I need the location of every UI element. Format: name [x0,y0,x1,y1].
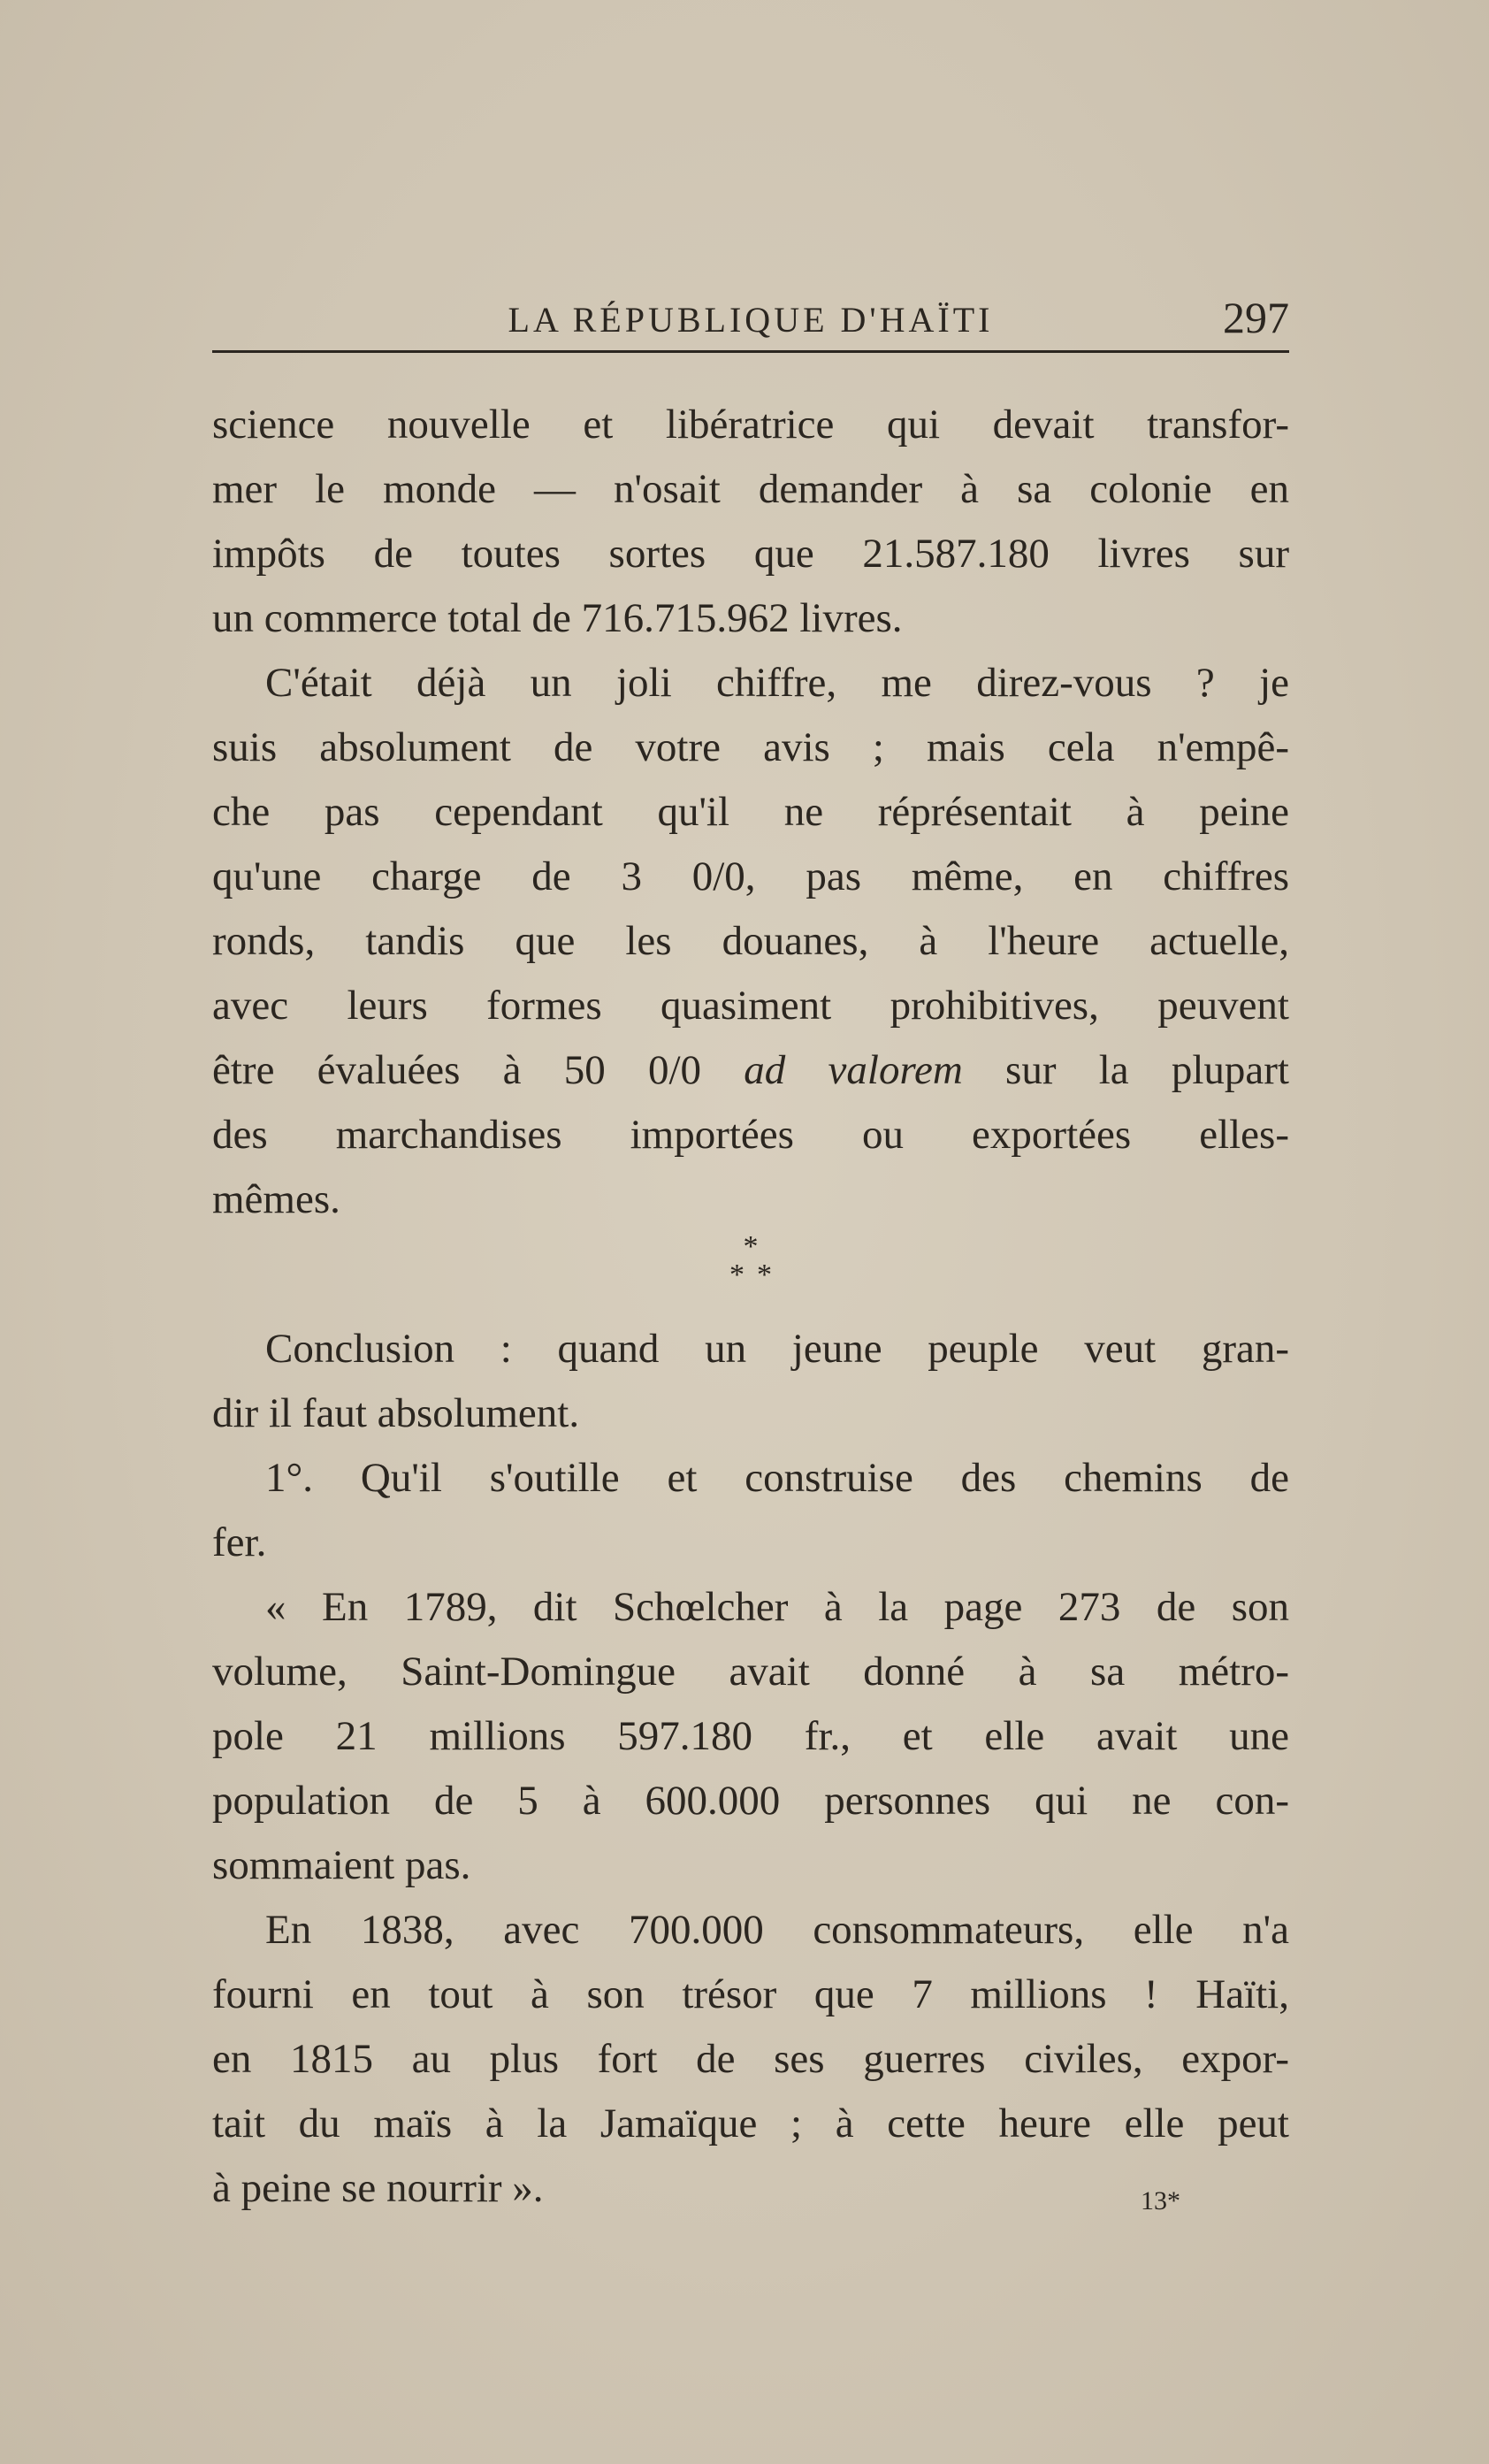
text-line: mêmes. [212,1176,340,1222]
page-number: 297 [1223,293,1289,342]
text-line: tait du maïs à la Jamaïque ; à cette heure elle peut [212,2101,1289,2146]
body-text [212,393,1289,2221]
asterism-divider [212,1232,1289,1317]
text-line [212,1038,1289,1103]
text-line: population de 5 à 600.000 personnes qui ne con- [212,1778,1289,1824]
asterism-bottom: ** [729,1259,784,1291]
text-line: qu'une charge de 3 0/0, pas même, en chiffres [212,853,1289,899]
text-line: mer le monde — n'osait demander à sa colonie en [212,466,1289,512]
text-segment: sur la plupart [1005,1047,1289,1093]
text-line: un commerce total de 716.715.962 livres. [212,595,903,641]
text-line: science nouvelle et libératrice qui devait transfor- [212,402,1289,448]
text-line: en 1815 au plus fort de ses guerres civiles, expor- [212,2036,1289,2082]
text-line: avec leurs formes quasiment prohibitives, peuvent [212,983,1289,1029]
text-line: fourni en tout à son trésor que 7 millions ! Haïti, [212,1971,1289,2017]
running-title: LA RÉPUBLIQUE D'HAÏTI [508,300,994,340]
text-line: sommaient pas. [212,1842,471,1888]
text-line: dir il faut absolument. [212,1390,580,1436]
text-segment: être évaluées à 50 0/0 [212,1047,702,1093]
text-line: fer. [212,1519,267,1565]
text-line: pole 21 millions 597.180 fr., et elle avait une [212,1713,1289,1759]
header-rule [212,350,1289,353]
text-line: C'était déjà un joli chiffre, me direz-vous ? je [265,660,1289,706]
text-line: 1°. Qu'il s'outille et construise des chemins de [265,1455,1289,1501]
text-line: à peine se nourrir ». [212,2165,544,2211]
text-line: des marchandises importées ou exportées elles- [212,1112,1289,1158]
text-line: che pas cependant qu'il ne réprésentait à peine [212,789,1289,835]
text-line: impôts de toutes sortes que 21.587.180 livres sur [212,531,1289,577]
text-line: suis absolument de votre avis ; mais cela n'empê- [212,724,1289,770]
italic-phrase: ad valorem [744,1047,963,1093]
text-line: volume, Saint-Domingue avait donné à sa métro- [212,1649,1289,1695]
text-line: Conclusion : quand un jeune peuple veut gran- [265,1326,1289,1372]
text-line: ronds, tandis que les douanes, à l'heure actuelle, [212,918,1289,964]
text-line: « En 1789, dit Schœlcher à la page 273 de son [265,1584,1289,1630]
asterism-top: * [743,1230,759,1263]
text-line: En 1838, avec 700.000 consommateurs, elle n'a [265,1907,1289,1953]
printer-signature-mark: 13* [1141,2186,1180,2215]
page-header [212,292,1289,354]
